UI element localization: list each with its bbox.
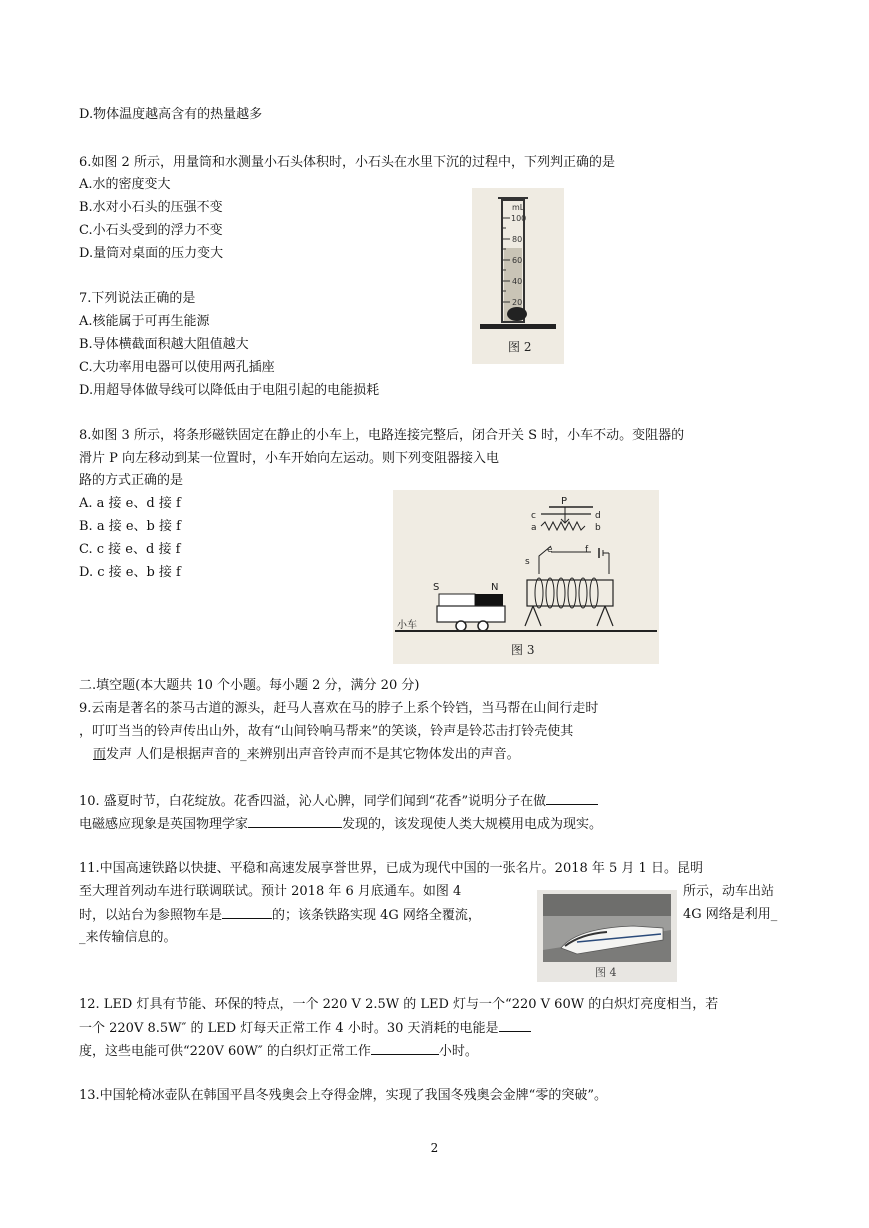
section-heading: 二.填空题(本大题共 10 个小题。每小题 2 分，满分 20 分) bbox=[79, 678, 420, 693]
question-9-cont: ，叮叮当当的铃声传出山外，故有“山间铃响马帮来”的笑谈，铃声是铃芯击打铃壳使其 bbox=[79, 724, 574, 739]
question-8-cont: 滑片 P 向左移动到某一位置时，小车开始向左运动。则下列变阻器接入电 bbox=[79, 451, 500, 466]
question-12-text: 一个 220V 8.5W″ 的 LED 灯每天正常工作 4 小时。30 天消耗的电能是 bbox=[79, 1021, 499, 1036]
question-9-cont bbox=[93, 746, 520, 764]
tick-label: 100 bbox=[511, 214, 527, 223]
question-8-cont: 路的方式正确的是 bbox=[79, 473, 184, 488]
question-11-text: 的；该条铁路实现 4G 网络全覆流， bbox=[272, 908, 481, 923]
option-line: D. c 接 e、b 接 f bbox=[79, 565, 181, 580]
question-10-text: 电磁感应现象是英国物理学家 bbox=[79, 817, 249, 832]
label-car: 小车 bbox=[397, 620, 417, 631]
label-s: s bbox=[525, 557, 530, 567]
question-11-cont bbox=[79, 906, 481, 925]
question-10 bbox=[79, 792, 598, 811]
option-line: B.水对小石头的压强不变 bbox=[79, 200, 223, 215]
label-a: a bbox=[531, 523, 537, 533]
question-11-cont: _来传输信息的。 bbox=[79, 930, 177, 945]
option-line: A.水的密度变大 bbox=[79, 177, 171, 192]
question-10-text: 10. 盛夏时节，白花绽放。花香四溢，沁人心脾，同学们闻到“花香”说明分子在做 bbox=[79, 794, 547, 809]
question-10-text: 发现的，该发现使人类大规模用电成为现实。 bbox=[342, 817, 603, 832]
option-line: C.大功率用电器可以使用两孔插座 bbox=[79, 360, 275, 375]
question-11-cont: 至大理首列动车进行联调联试。预计 2018 年 6 月底通车。如图 4 bbox=[79, 884, 462, 899]
label-c: c bbox=[531, 511, 536, 521]
question-9-text: 发声 人们是根据声音的_来辨别出声音铃声而不是其它物体发出的声音。 bbox=[106, 747, 520, 762]
option-line: B.导体横截面积越大阻值越大 bbox=[79, 337, 249, 352]
option-line: C. c 接 e、d 接 f bbox=[79, 542, 181, 557]
question-11-cont: 所示，动车出站 bbox=[683, 884, 775, 899]
question-11-text: 时，以站台为参照物车是 bbox=[79, 908, 223, 923]
question-12: 12. LED 灯具有节能、环保的特点，一个 220 V 2.5W 的 LED 灯与一个“220 V 60W 的白炽灯亮度相当，若 bbox=[79, 997, 719, 1012]
unit-label: mL bbox=[512, 203, 525, 212]
figure-2 bbox=[472, 188, 564, 364]
answer-underlined: 而 bbox=[93, 747, 107, 762]
page-number: 2 bbox=[430, 1141, 439, 1155]
tick-label: 20 bbox=[512, 298, 523, 307]
answer-blank[interactable] bbox=[248, 815, 342, 828]
train-photo bbox=[537, 890, 677, 982]
label-north: N bbox=[491, 582, 499, 593]
answer-blank[interactable] bbox=[546, 792, 598, 805]
figure-4 bbox=[537, 890, 677, 982]
option-line: A. a 接 e、d 接 f bbox=[79, 496, 181, 511]
figure-3 bbox=[393, 490, 659, 664]
question-12-cont bbox=[79, 1019, 531, 1038]
label-south: S bbox=[433, 582, 440, 593]
option-line: A.核能属于可再生能源 bbox=[79, 314, 210, 329]
question-9: 9.云南是著名的茶马古道的源头，赶马人喜欢在马的脖子上系个铃铛，当马帮在山间行走时 bbox=[79, 701, 599, 716]
tick-label: 40 bbox=[512, 277, 523, 286]
figure-caption: 图 2 bbox=[508, 340, 532, 354]
label-d: d bbox=[595, 511, 601, 521]
answer-blank[interactable] bbox=[499, 1019, 531, 1032]
question-8: 8.如图 3 所示，将条形磁铁固定在静止的小车上，电路连接完整后，闭合开关 S 时，小车不动。变阻器的 bbox=[79, 428, 685, 443]
question-13: 13.中国轮椅冰壶队在韩国平昌冬残奥会上夺得金牌，实现了我国冬残奥会金牌“零的突破”。 bbox=[79, 1088, 607, 1103]
circuit-diagram bbox=[393, 490, 659, 664]
option-line: B. a 接 e、b 接 f bbox=[79, 519, 181, 534]
option-line: D.量筒对桌面的压力变大 bbox=[79, 246, 224, 261]
option-line: C.小石头受到的浮力不变 bbox=[79, 223, 223, 238]
figure-caption: 图 4 bbox=[595, 966, 617, 979]
cylinder-diagram bbox=[472, 188, 564, 364]
question-11-cont: 4G 网络是利用_ bbox=[683, 907, 778, 922]
label-p: P bbox=[561, 496, 568, 507]
question-6: 6.如图 2 所示，用量筒和水测量小石头体积时，小石头在水里下沉的过程中，下列判正确的是 bbox=[79, 155, 615, 170]
option-line: D.用超导体做导线可以降低由于电阻引起的电能损耗 bbox=[79, 383, 380, 398]
question-11: 11.中国高速铁路以快捷、平稳和高速发展享誉世界，已成为现代中国的一张名片。2018 年 5 月 1 日。昆明 bbox=[79, 861, 703, 876]
tick-label: 80 bbox=[512, 235, 523, 244]
label-e: e bbox=[547, 545, 553, 555]
option-line: D.物体温度越高含有的热量越多 bbox=[79, 107, 263, 122]
question-12-text: 度，这些电能可供“220V 60W″ 的白织灯正常工作 bbox=[79, 1044, 371, 1059]
answer-blank[interactable] bbox=[371, 1042, 439, 1055]
question-12-text: 小时。 bbox=[438, 1044, 478, 1059]
tick-label: 60 bbox=[512, 256, 523, 265]
figure-caption: 图 3 bbox=[511, 643, 535, 657]
label-b: b bbox=[595, 523, 601, 533]
answer-blank[interactable] bbox=[222, 906, 272, 919]
question-12-cont bbox=[79, 1042, 478, 1061]
question-10-cont bbox=[79, 815, 602, 834]
question-7: 7.下列说法正确的是 bbox=[79, 291, 196, 306]
label-f: f bbox=[585, 545, 589, 555]
